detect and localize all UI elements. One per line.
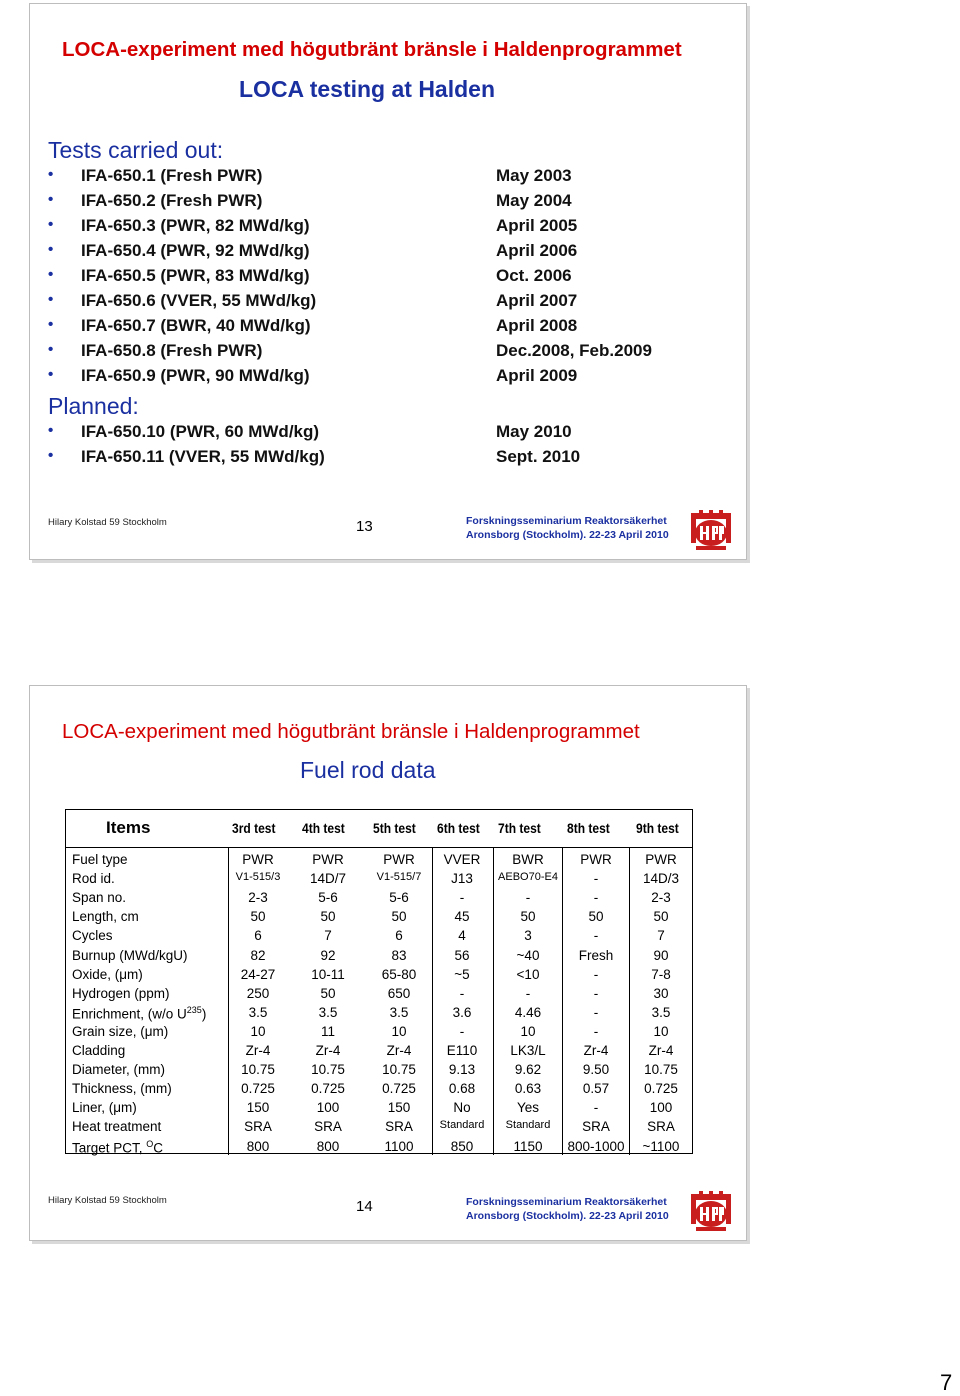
table-cell: 50 <box>653 909 669 925</box>
table-cell: 800 <box>316 1138 340 1154</box>
table-cell: 150 <box>387 1100 411 1116</box>
column-header-6th-test: 6th test <box>437 820 480 836</box>
table-cell: 0.68 <box>448 1081 476 1097</box>
table-cell: Standard <box>505 1119 551 1132</box>
test-date: April 2009 <box>496 366 578 385</box>
table-cell: SRA <box>385 1119 413 1135</box>
column-header-3rd-test: 3rd test <box>232 820 276 836</box>
tests-carried-out-item <box>48 241 728 265</box>
table-cell: Zr-4 <box>648 1043 674 1058</box>
table-cell: PWR <box>383 852 415 867</box>
table-cell: <10 <box>516 966 540 982</box>
test-date: May 2010 <box>496 422 572 441</box>
document-page-number: 7 <box>940 1370 953 1395</box>
table-row <box>66 1024 692 1043</box>
tests-carried-out-item <box>48 266 728 290</box>
table-cell: 10.75 <box>311 1062 345 1078</box>
table-row <box>66 1081 692 1100</box>
table-cell: 1150 <box>513 1138 543 1154</box>
table-row <box>66 986 692 1005</box>
bullet-icon: • <box>48 447 54 464</box>
table-cell: V1-515/7 <box>376 871 422 884</box>
row-label: Length, cm <box>72 909 139 925</box>
table-row <box>66 1139 692 1158</box>
table-cell: - <box>459 890 465 906</box>
table-cell: 11 <box>320 1023 335 1039</box>
tests-carried-out-item <box>48 316 728 340</box>
test-label: IFA-650.4 (PWR, 92 MWd/kg) <box>81 241 310 260</box>
table-cell: 92 <box>320 947 336 963</box>
table-cell: - <box>593 1023 599 1039</box>
test-label: IFA-650.1 (Fresh PWR) <box>81 166 263 185</box>
table-cell: 14D/3 <box>642 871 680 887</box>
test-label: IFA-650.5 (PWR, 83 MWd/kg) <box>81 266 310 285</box>
bullet-icon: • <box>48 216 54 233</box>
row-label: Rod id. <box>72 871 115 887</box>
table-row <box>66 1119 692 1138</box>
column-header-7th-test: 7th test <box>498 820 541 836</box>
table-cell: - <box>593 1100 599 1116</box>
table-cell: 3.5 <box>318 1004 338 1020</box>
table-cell: - <box>593 928 599 944</box>
footer-event <box>466 514 669 542</box>
slide-header: LOCA-experiment med högutbränt bränsle i Haldenprogrammet <box>62 720 640 743</box>
planned-tests-item <box>48 447 728 471</box>
tests-carried-out-item <box>48 166 728 190</box>
table-cell: 10 <box>520 1023 536 1039</box>
table-body <box>66 848 692 1155</box>
tests-carried-out-item <box>48 191 728 215</box>
table-cell: 7 <box>657 928 665 944</box>
row-label: Thickness, (mm) <box>72 1081 172 1097</box>
slide-14 <box>29 685 747 1241</box>
row-label-superscript: O <box>146 1138 154 1149</box>
table-cell: 2-3 <box>651 890 671 906</box>
table-cell: 4.46 <box>514 1004 542 1020</box>
table-row <box>66 1100 692 1119</box>
test-label: IFA-650.2 (Fresh PWR) <box>81 191 263 210</box>
table-cell: PWR <box>645 852 677 867</box>
table-cell: Fresh <box>578 947 614 963</box>
table-cell: Zr-4 <box>583 1043 609 1058</box>
footer-event <box>466 1195 669 1223</box>
row-label-end: C <box>153 1140 164 1155</box>
row-label: Cycles <box>72 928 113 944</box>
table-cell: 14D/7 <box>309 871 347 887</box>
table-cell: 5-6 <box>318 890 338 906</box>
slide-13 <box>29 3 747 560</box>
fuel-rod-data-table <box>65 809 693 1154</box>
table-cell: 3.5 <box>248 1004 268 1020</box>
footer-event-line2: Aronsborg (Stockholm). 22-23 April 2010 <box>466 529 669 541</box>
table-cell: 5-6 <box>389 890 409 906</box>
row-label: Hydrogen (ppm) <box>72 985 170 1001</box>
table-cell: 82 <box>250 947 266 963</box>
planned-heading: Planned: <box>48 393 139 419</box>
table-cell: Yes <box>516 1100 540 1116</box>
table-cell: 10 <box>653 1023 669 1039</box>
table-cell: - <box>593 890 599 906</box>
table-cell: E110 <box>446 1043 478 1058</box>
table-cell: Zr-4 <box>315 1043 341 1058</box>
table-cell: - <box>593 871 599 887</box>
table-cell: - <box>593 1004 599 1020</box>
table-cell: 10.75 <box>644 1062 678 1078</box>
table-cell: - <box>525 985 531 1001</box>
table-cell: 850 <box>450 1138 474 1154</box>
table-cell: SRA <box>244 1119 272 1135</box>
table-cell: 10 <box>391 1023 407 1039</box>
table-cell: 250 <box>246 985 270 1001</box>
table-cell: PWR <box>580 852 612 867</box>
row-label: Oxide, (μm) <box>72 966 143 982</box>
test-label: IFA-650.6 (VVER, 55 MWd/kg) <box>81 291 317 310</box>
tests-carried-out-item <box>48 216 728 240</box>
bullet-icon: • <box>48 366 54 383</box>
tests-carried-out-item <box>48 366 728 390</box>
table-cell: 100 <box>316 1100 340 1116</box>
tests-carried-out-item <box>48 341 728 365</box>
table-cell: ~40 <box>516 947 540 963</box>
halden-hrp-logo-icon <box>688 510 734 552</box>
column-header-4th-test: 4th test <box>302 820 345 836</box>
table-cell: 6 <box>254 928 262 944</box>
table-cell: 3 <box>524 928 532 944</box>
table-cell: - <box>593 985 599 1001</box>
table-cell: 2-3 <box>248 890 268 906</box>
table-cell: 1100 <box>384 1138 414 1154</box>
column-header-items: Items <box>106 818 151 837</box>
test-date: April 2006 <box>496 241 578 260</box>
row-label: Grain size, (μm) <box>72 1023 169 1039</box>
test-date: April 2008 <box>496 316 578 335</box>
tests-carried-out-heading: Tests carried out: <box>48 137 224 163</box>
slide-title: LOCA testing at Halden <box>239 76 495 102</box>
table-cell: VVER <box>443 852 481 867</box>
table-cell: 0.725 <box>382 1081 416 1097</box>
test-label: IFA-650.11 (VVER, 55 MWd/kg) <box>81 447 325 466</box>
test-date: Oct. 2006 <box>496 266 572 285</box>
table-row <box>66 890 692 909</box>
test-date: April 2007 <box>496 291 578 310</box>
row-label: Fuel type <box>72 852 128 867</box>
tests-carried-out-item <box>48 291 728 315</box>
table-row <box>66 1062 692 1081</box>
table-cell: AEBO70-E4 <box>498 871 558 884</box>
table-cell: 3.6 <box>452 1004 472 1020</box>
table-cell: 0.725 <box>644 1081 678 1097</box>
table-cell: SRA <box>582 1119 610 1135</box>
row-label-main: Target PCT, <box>72 1140 147 1155</box>
table-cell: 50 <box>391 909 407 925</box>
planned-tests-item <box>48 422 728 446</box>
bullet-icon: • <box>48 241 54 258</box>
slide-header: LOCA-experiment med högutbränt bränsle i Haldenprogrammet <box>62 38 682 61</box>
table-row <box>66 852 692 871</box>
footer-event-line1: Forskningsseminarium Reaktorsäkerhet <box>466 1196 667 1208</box>
row-label <box>72 1005 206 1022</box>
table-cell: - <box>525 890 531 906</box>
table-cell: 0.63 <box>514 1081 542 1097</box>
table-cell: ~5 <box>454 966 470 982</box>
footer-event-line2: Aronsborg (Stockholm). 22-23 April 2010 <box>466 1210 669 1222</box>
footer-author: Hilary Kolstad 59 Stockholm <box>48 517 167 528</box>
row-label-main: Enrichment, (w/o U <box>72 1006 187 1022</box>
test-date: May 2004 <box>496 191 572 210</box>
table-cell: J13 <box>451 871 473 887</box>
table-cell: 50 <box>250 909 266 925</box>
page-number: 13 <box>356 518 373 535</box>
table-cell: Standard <box>439 1119 485 1132</box>
test-label: IFA-650.9 (PWR, 90 MWd/kg) <box>81 366 310 385</box>
row-label-end: ) <box>201 1006 207 1022</box>
test-date: May 2003 <box>496 166 572 185</box>
table-cell: BWR <box>512 852 544 867</box>
row-label-superscript: 235 <box>186 1004 202 1015</box>
table-cell: 150 <box>246 1100 270 1116</box>
table-cell: SRA <box>314 1119 342 1135</box>
table-cell: V1-515/3 <box>235 871 281 884</box>
test-date: April 2005 <box>496 216 578 235</box>
table-cell: 50 <box>320 909 336 925</box>
table-row <box>66 909 692 928</box>
table-cell: 9.62 <box>514 1062 542 1078</box>
slide-title: Fuel rod data <box>300 757 436 783</box>
table-cell: 56 <box>454 947 470 963</box>
table-cell: 800 <box>246 1138 270 1154</box>
table-cell: 24-27 <box>240 966 276 982</box>
table-cell: SRA <box>647 1119 675 1135</box>
table-cell: 10.75 <box>241 1062 275 1078</box>
table-cell: - <box>459 985 465 1001</box>
column-header-5th-test: 5th test <box>373 820 416 836</box>
row-label: Liner, (μm) <box>72 1100 137 1116</box>
table-cell: 10.75 <box>382 1062 416 1078</box>
row-label: Burnup (MWd/kgU) <box>72 947 188 963</box>
footer-author: Hilary Kolstad 59 Stockholm <box>48 1195 167 1206</box>
bullet-icon: • <box>48 316 54 333</box>
table-row <box>66 928 692 947</box>
table-cell: 0.57 <box>582 1081 610 1097</box>
table-cell: - <box>593 966 599 982</box>
table-header-row <box>66 810 692 848</box>
table-cell: - <box>459 1023 465 1039</box>
table-cell: 10 <box>250 1023 266 1039</box>
table-cell: Zr-4 <box>245 1043 271 1058</box>
bullet-icon: • <box>48 166 54 183</box>
test-label: IFA-650.3 (PWR, 82 MWd/kg) <box>81 216 310 235</box>
halden-hrp-logo-icon <box>688 1191 734 1233</box>
row-label: Heat treatment <box>72 1119 162 1135</box>
bullet-icon: • <box>48 341 54 358</box>
footer-event-line1: Forskningsseminarium Reaktorsäkerhet <box>466 515 667 527</box>
bullet-icon: • <box>48 422 54 439</box>
test-date: Sept. 2010 <box>496 447 581 466</box>
table-cell: 83 <box>391 947 407 963</box>
table-row <box>66 967 692 986</box>
table-cell: 30 <box>653 985 669 1001</box>
row-label: Cladding <box>72 1043 126 1058</box>
table-cell: 3.5 <box>389 1004 409 1020</box>
table-cell: ~1100 <box>642 1138 680 1154</box>
table-cell: 3.5 <box>651 1004 671 1020</box>
table-cell: 7-8 <box>651 966 671 982</box>
test-label: IFA-650.8 (Fresh PWR) <box>81 341 263 360</box>
table-cell: LK3/L <box>510 1043 546 1058</box>
table-cell: 9.13 <box>448 1062 476 1078</box>
table-cell: 9.50 <box>582 1062 610 1078</box>
test-label: IFA-650.7 (BWR, 40 MWd/kg) <box>81 316 311 335</box>
table-cell: 6 <box>395 928 403 944</box>
bullet-icon: • <box>48 266 54 283</box>
row-label: Diameter, (mm) <box>72 1062 166 1078</box>
table-cell: 50 <box>320 985 336 1001</box>
test-label: IFA-650.10 (PWR, 60 MWd/kg) <box>81 422 320 441</box>
table-cell: 800-1000 <box>567 1138 625 1154</box>
table-cell: No <box>453 1100 471 1116</box>
table-cell: PWR <box>242 852 274 867</box>
table-row <box>66 871 692 890</box>
table-row <box>66 1043 692 1062</box>
column-header-8th-test: 8th test <box>567 820 610 836</box>
table-cell: 650 <box>387 985 411 1001</box>
table-cell: 90 <box>653 947 669 963</box>
table-cell: 7 <box>324 928 332 944</box>
table-cell: PWR <box>312 852 344 867</box>
table-cell: 45 <box>454 909 470 925</box>
table-cell: 100 <box>649 1100 673 1116</box>
table-cell: 0.725 <box>311 1081 345 1097</box>
table-cell: 0.725 <box>241 1081 275 1097</box>
test-date: Dec.2008, Feb.2009 <box>496 341 652 360</box>
row-label: Span no. <box>72 890 127 906</box>
table-row <box>66 1005 692 1024</box>
row-label <box>72 1139 163 1156</box>
bullet-icon: • <box>48 291 54 308</box>
table-cell: 50 <box>588 909 604 925</box>
column-header-9th-test: 9th test <box>636 820 679 836</box>
table-cell: 4 <box>458 928 466 944</box>
table-cell: 65-80 <box>381 966 417 982</box>
table-cell: 10-11 <box>311 966 345 982</box>
table-cell: 50 <box>520 909 536 925</box>
bullet-icon: • <box>48 191 54 208</box>
table-cell: Zr-4 <box>386 1043 412 1058</box>
table-row <box>66 948 692 967</box>
page-number: 14 <box>356 1198 373 1215</box>
